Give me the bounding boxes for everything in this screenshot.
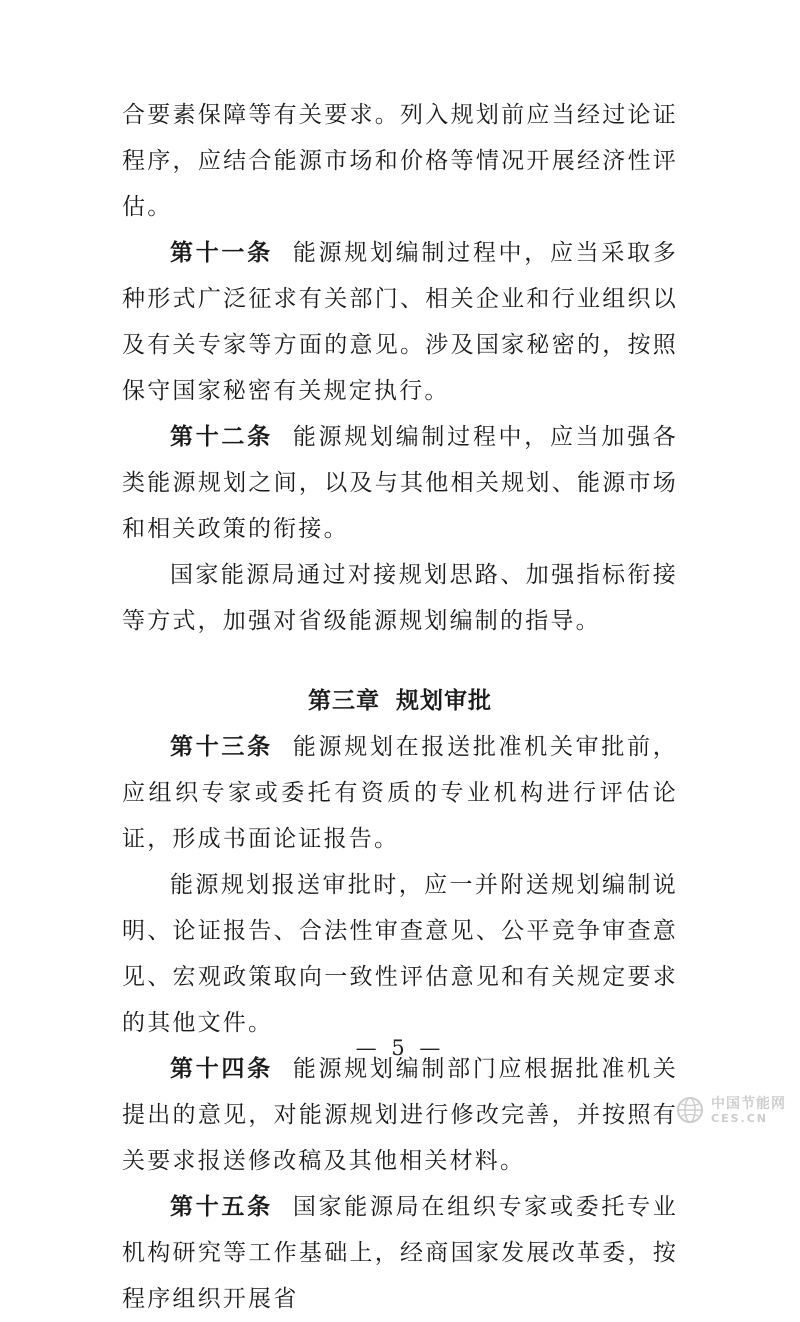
- paragraph-text: 国家能源局通过对接规划思路、加强指标衔接等方式，加强对省级能源规划编制的指导。: [122, 562, 678, 634]
- article-13: [122, 724, 678, 862]
- watermark-text: [711, 1096, 786, 1125]
- article-number: 第十一条: [170, 240, 273, 266]
- watermark-name: 中国节能网: [711, 1095, 786, 1112]
- article-number: 第十四条: [170, 1056, 273, 1082]
- chapter-heading: [122, 678, 678, 724]
- watermark: [675, 1095, 786, 1125]
- article-13-paragraph-2: [122, 862, 678, 1046]
- chapter-title: 规划审批: [396, 688, 492, 714]
- article-text: 国家能源局在组织专家或委托专业机构研究等工作基础上，经商国家发展改革委，按程序组织开展省: [122, 1194, 678, 1312]
- paragraph-text: 能源规划报送审批时，应一并附送规划编制说明、论证报告、合法性审查意见、公平竞争审查意见、宏观政策取向一致性评估意见和有关规定要求的其他文件。: [122, 872, 678, 1036]
- article-number: 第十五条: [170, 1194, 273, 1220]
- article-text: 能源规划编制过程中，应当加强各类能源规划之间，以及与其他相关规划、能源市场和相关政策的衔接。: [122, 424, 678, 542]
- globe-logo-icon: [675, 1095, 705, 1125]
- article-14: [122, 1046, 678, 1184]
- article-number: 第十三条: [170, 734, 273, 760]
- article-text: 能源规划编制过程中，应当采取多种形式广泛征求有关部门、相关企业和行业组织以及有关专家等方面的意见。涉及国家秘密的，按照保守国家秘密有关规定执行。: [122, 240, 678, 404]
- article-12: [122, 414, 678, 552]
- article-15: [122, 1184, 678, 1322]
- article-11: [122, 230, 678, 414]
- paragraph-text: 合要素保障等有关要求。列入规划前应当经过论证程序，应结合能源市场和价格等情况开展经济性评估。: [122, 102, 678, 220]
- document-body: [122, 92, 678, 1322]
- article-number: 第十二条: [170, 424, 273, 450]
- watermark-url: CES.CN: [711, 1111, 768, 1125]
- article-12-paragraph-2: [122, 552, 678, 644]
- paragraph-continuation: [122, 92, 678, 230]
- article-text: 能源规划编制部门应根据批准机关提出的意见，对能源规划进行修改完善，并按照有关要求报送修改稿及其他相关材料。: [122, 1056, 678, 1174]
- chapter-number: 第三章: [308, 688, 380, 714]
- article-text: 能源规划在报送批准机关审批前，应组织专家或委托有资质的专业机构进行评估论证，形成书面论证报告。: [122, 734, 678, 852]
- page-number: — 5 —: [355, 1036, 445, 1060]
